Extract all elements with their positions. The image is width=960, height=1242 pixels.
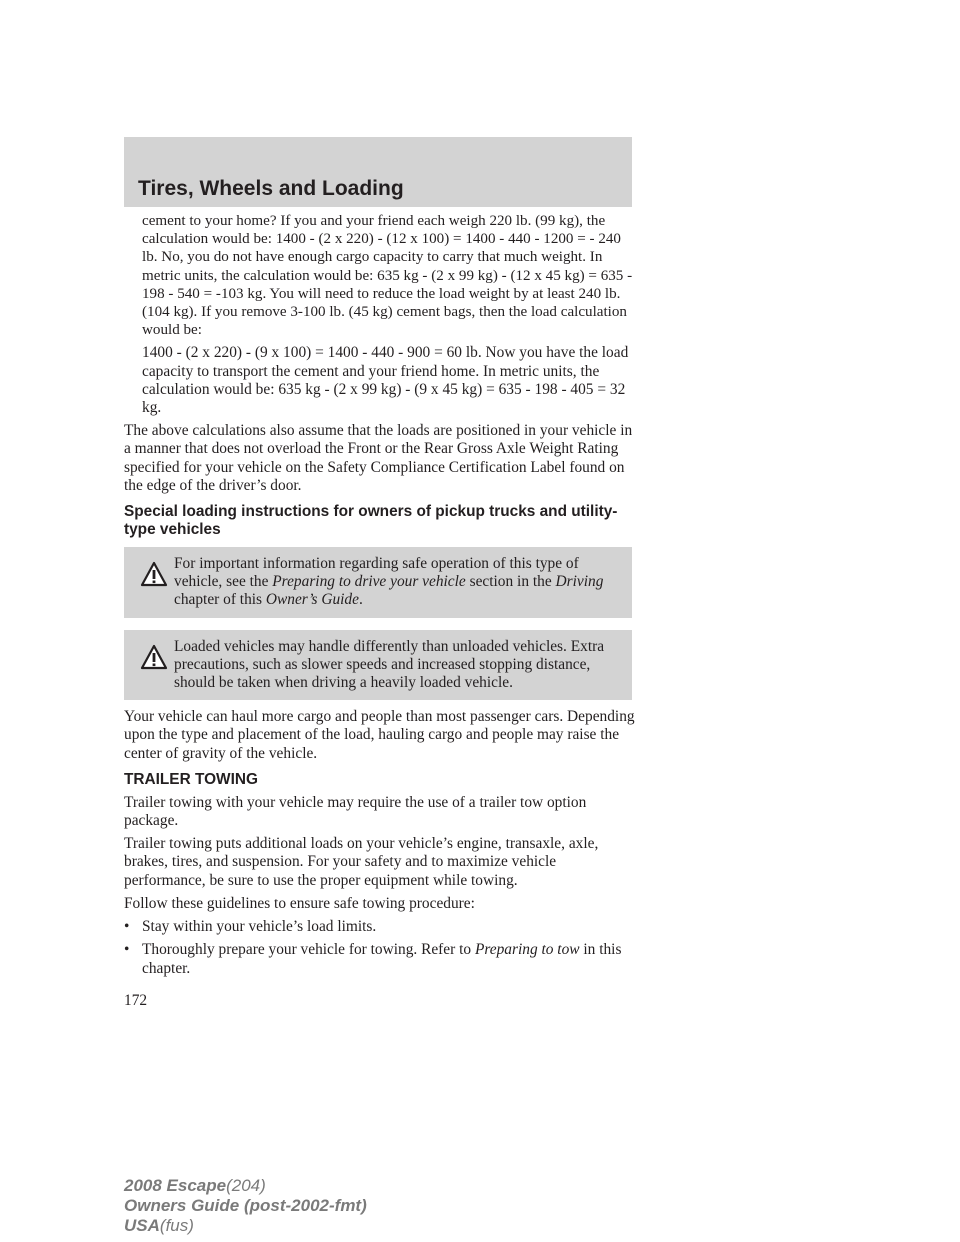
document-footer bbox=[124, 1176, 367, 1236]
page-number: 172 bbox=[124, 991, 148, 1009]
warning-box-2 bbox=[124, 630, 632, 701]
warning-box-1 bbox=[124, 547, 632, 618]
list-item: • Stay within your vehicle’s load limits. bbox=[124, 918, 377, 936]
towing-guidelines-list bbox=[124, 918, 636, 978]
bullet-glyph: • bbox=[124, 918, 130, 936]
warning-triangle-icon bbox=[140, 561, 168, 587]
list-item: • Thoroughly prepare your vehicle for towing. Refer to Preparing to tow in this chapter. bbox=[124, 941, 622, 977]
special-loading-heading: Special loading instructions for owners of pickup trucks and utility-type vehicles bbox=[124, 503, 618, 539]
footer-line-guide: Owners Guide (post-2002-fmt) bbox=[124, 1196, 367, 1215]
footer-line-market: USA(fus) bbox=[124, 1216, 194, 1235]
calc-paragraph-1: cement to your home? If you and your friend each weigh 220 lb. (99 kg), the calculation would be: 1400 - (2 x 220) - (12 x 100) = 1400 - 440 - 1200 = - 240 lb. No, you do not have enough cargo capacity to carry that much weight. In metric units, the calculation would be: 635 kg - (2 x 99 kg) - (12 x 45 kg) = 635 - 198 - 540 = -103 kg. You will need to reduce the load weight by at least 240 lb. (104 kg). If you remove 3-100 lb. (45 kg) cement bags, then the load calculation would be: bbox=[142, 213, 633, 339]
warning-triangle-icon bbox=[140, 644, 168, 670]
page-content bbox=[124, 212, 636, 1010]
calc-paragraph-2: 1400 - (2 x 220) - (9 x 100) = 1400 - 440 - 900 = 60 lb. Now you have the load capacity to transport the cement and your friend home. In metric units, the calculation would be: 635 kg - (2 x 99 kg) - (9 x 45 kg) = 635 - 198 - 405 = 32 kg. bbox=[142, 344, 629, 417]
warning-text-1: For important information regarding safe operation of this type of vehicle, see the Preparing to drive your vehicle section in the Driving chapter of this Owner’s Guide. bbox=[174, 555, 604, 609]
towing-paragraph-1: Trailer towing with your vehicle may require the use of a trailer tow option package. bbox=[124, 793, 587, 830]
ref-preparing-to-tow: Preparing to tow bbox=[474, 941, 580, 959]
trailer-towing-heading: TRAILER TOWING bbox=[124, 770, 258, 788]
cargo-paragraph: Your vehicle can haul more cargo and people than most passenger cars. Depending upon the type and placement of the load, hauling cargo and people may raise the center of gravity of the vehicle. bbox=[124, 708, 635, 762]
footer-line-model: 2008 Escape(204) bbox=[124, 1176, 266, 1195]
warning-text-2: Loaded vehicles may handle differently than unloaded vehicles. Extra precautions, such as slower speeds and increased stopping distance, should be taken when driving a heavily loaded vehicle. bbox=[174, 637, 605, 692]
ref-driving: Driving bbox=[555, 573, 604, 591]
section-title: Tires, Wheels and Loading bbox=[138, 177, 404, 200]
ref-preparing-to-drive: Preparing to drive your vehicle bbox=[272, 573, 466, 591]
section-header bbox=[124, 137, 632, 207]
assumption-paragraph: The above calculations also assume that the loads are positioned in your vehicle in a manner that does not overload the Front or the Rear Gross Axle Weight Rating specified for your vehicle on the Safety Compliance Certification Label found on the edge of the driver’s door. bbox=[124, 422, 633, 494]
towing-paragraph-3: Follow these guidelines to ensure safe towing procedure: bbox=[124, 894, 475, 912]
towing-paragraph-2: Trailer towing puts additional loads on your vehicle’s engine, transaxle, axle, brakes, tires, and suspension. For your safety and to maximize vehicle performance, be sure to use the proper equipment while towing. bbox=[124, 835, 599, 889]
bullet-glyph: • bbox=[124, 941, 130, 959]
ref-owners-guide: Owner’s Guide bbox=[265, 591, 359, 609]
